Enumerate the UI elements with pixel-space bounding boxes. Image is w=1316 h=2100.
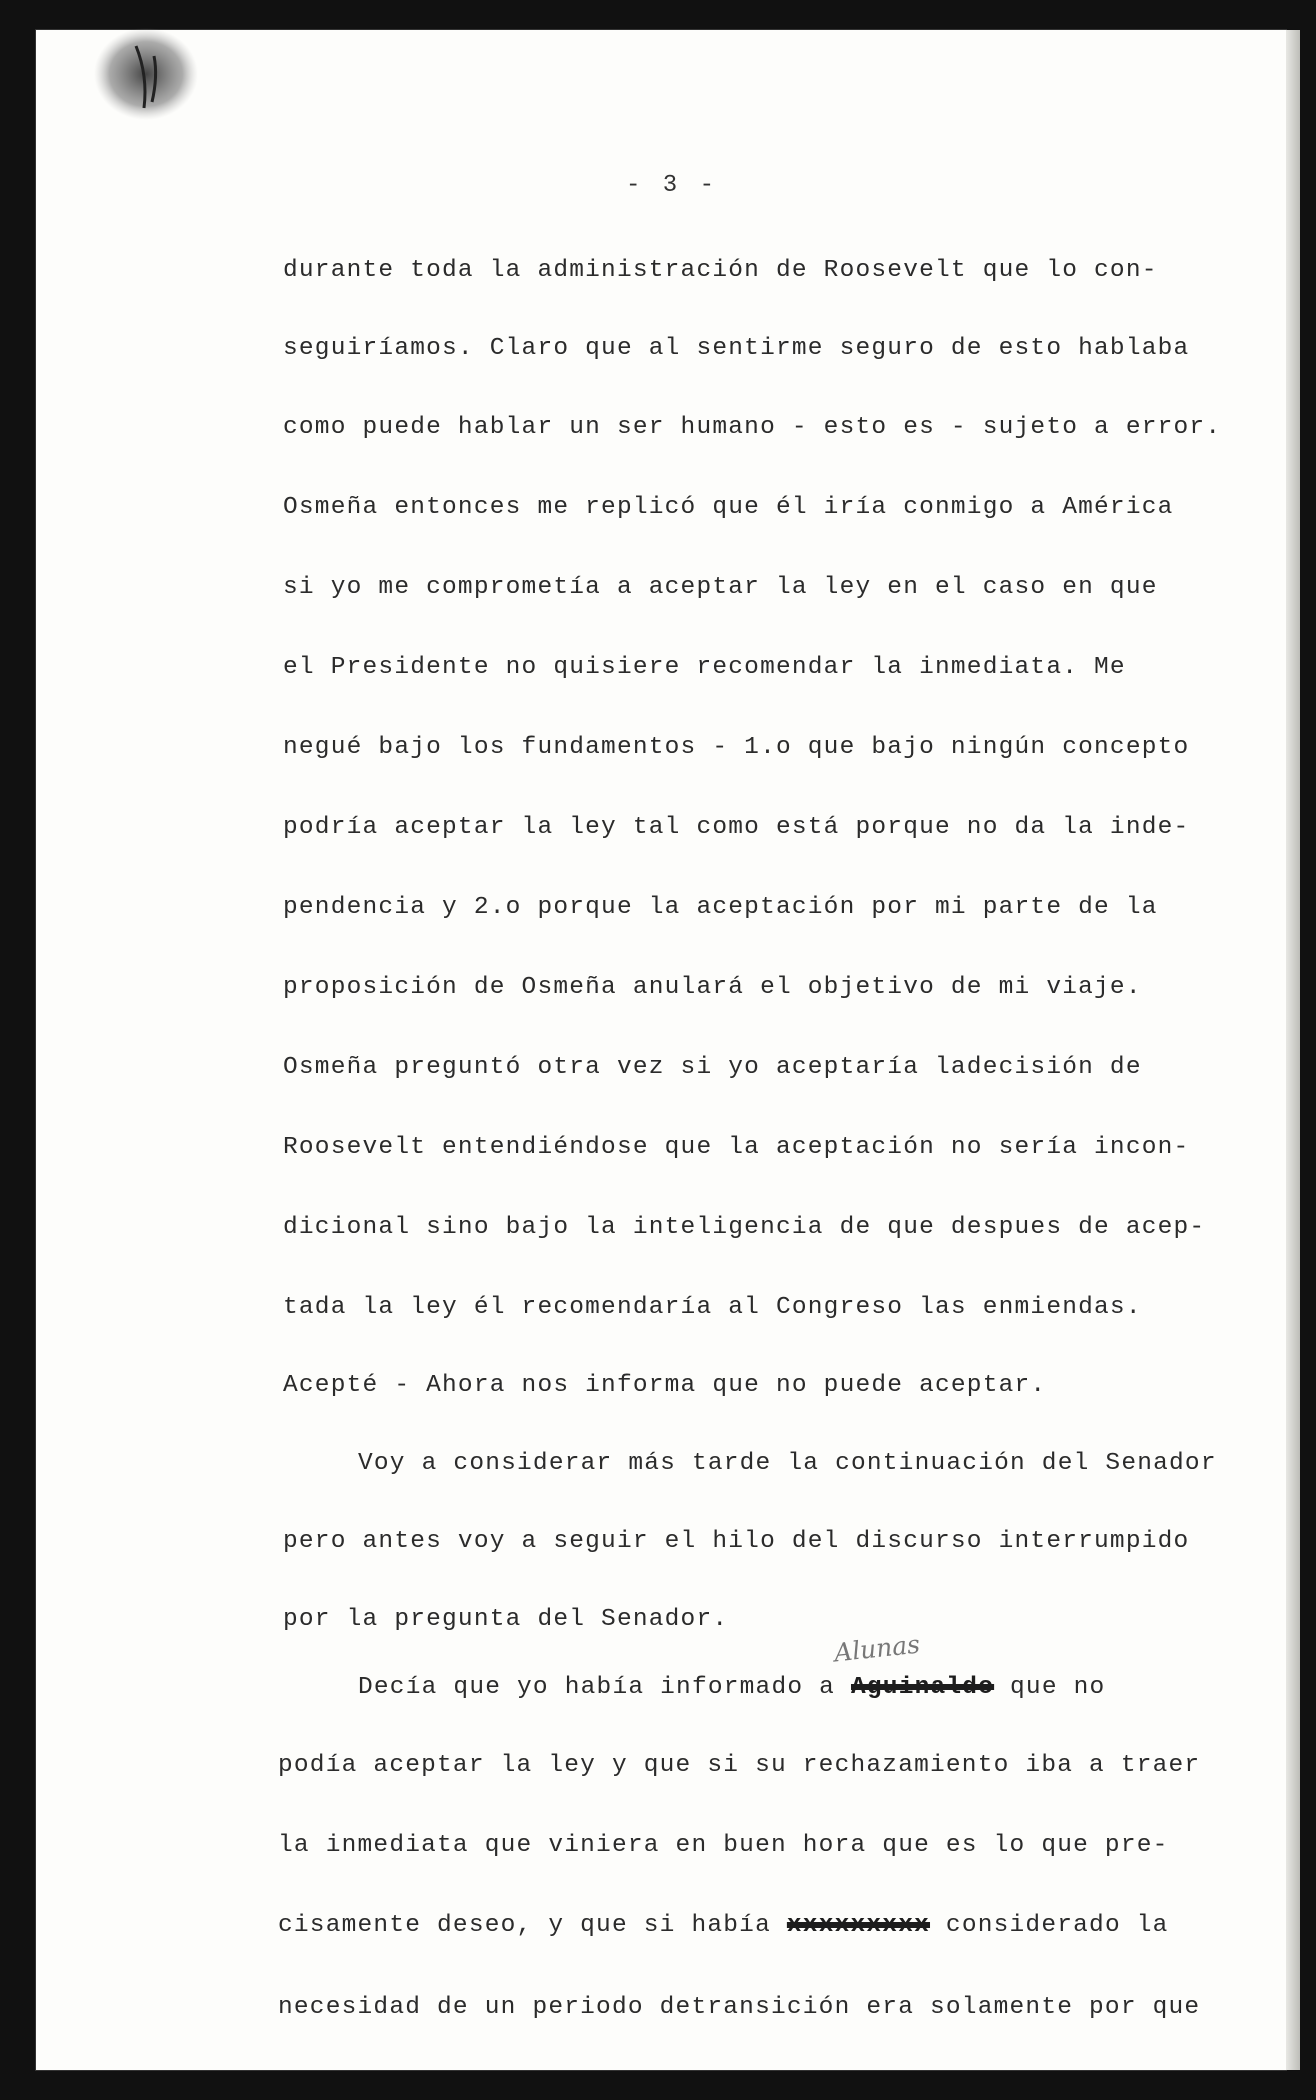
text-line: pero antes voy a seguir el hilo del discurso interrumpido <box>283 1528 1190 1555</box>
text-line <box>358 1674 1105 1701</box>
text-line: por la pregunta del Senador. <box>283 1606 729 1633</box>
text-line: pendencia y 2.o porque la aceptación por mi parte de la <box>283 894 1158 921</box>
text-line: negué bajo los fundamentos - 1.o que bajo ningún concepto <box>283 734 1190 761</box>
text-line: el Presidente no quisiere recomendar la inmediata. Me <box>283 654 1126 681</box>
struck-word: xxxxxxxxx <box>786 1912 931 1939</box>
text-line: Osmeña preguntó otra vez si yo aceptaría ladecisión de <box>283 1054 1142 1081</box>
text-line: como puede hablar un ser humano - esto es - sujeto a error. <box>283 414 1222 441</box>
text-line: Voy a considerar más tarde la continuación del Senador <box>358 1450 1217 1477</box>
text-line <box>278 1912 1169 1939</box>
text-line: Acepté - Ahora nos informa que no puede aceptar. <box>283 1372 1047 1399</box>
page-edge <box>1286 30 1300 2070</box>
text-line: seguiríamos. Claro que al sentirme seguro de esto hablaba <box>283 335 1190 362</box>
text-line: dicional sino bajo la inteligencia de que despues de acep- <box>283 1214 1206 1241</box>
text-line: tada la ley él recomendaría al Congreso las enmiendas. <box>283 1294 1142 1321</box>
line-text: Decía que yo había informado a <box>358 1674 836 1701</box>
text-line: durante toda la administración de Roosevelt que lo con- <box>283 257 1158 284</box>
text-line: si yo me comprometía a aceptar la ley en el caso en que <box>283 574 1158 601</box>
text-line: Osmeña entonces me replicó que él iría conmigo a América <box>283 494 1174 521</box>
line-text: que no <box>1010 1674 1106 1701</box>
page-number: - 3 - <box>626 172 719 199</box>
text-line: proposición de Osmeña anulará el objetivo de mi viaje. <box>283 974 1142 1001</box>
line-text: considerado la <box>945 1912 1169 1939</box>
line-text: cisamente deseo, y que si había <box>278 1912 771 1939</box>
struck-word: Aguinaldo <box>850 1674 995 1701</box>
text-line: podría aceptar la ley tal como está porque no da la inde- <box>283 814 1190 841</box>
text-line: Roosevelt entendiéndose que la aceptación no sería incon- <box>283 1134 1190 1161</box>
handwritten-insert: Alunas <box>832 1629 922 1668</box>
text-line: necesidad de un periodo detransición era solamente por que <box>278 1994 1201 2021</box>
text-line: podía aceptar la ley y que si su rechazamiento iba a traer <box>278 1752 1201 1779</box>
ink-smudge <box>86 16 206 124</box>
text-line: la inmediata que viniera en buen hora que es lo que pre- <box>278 1832 1169 1859</box>
